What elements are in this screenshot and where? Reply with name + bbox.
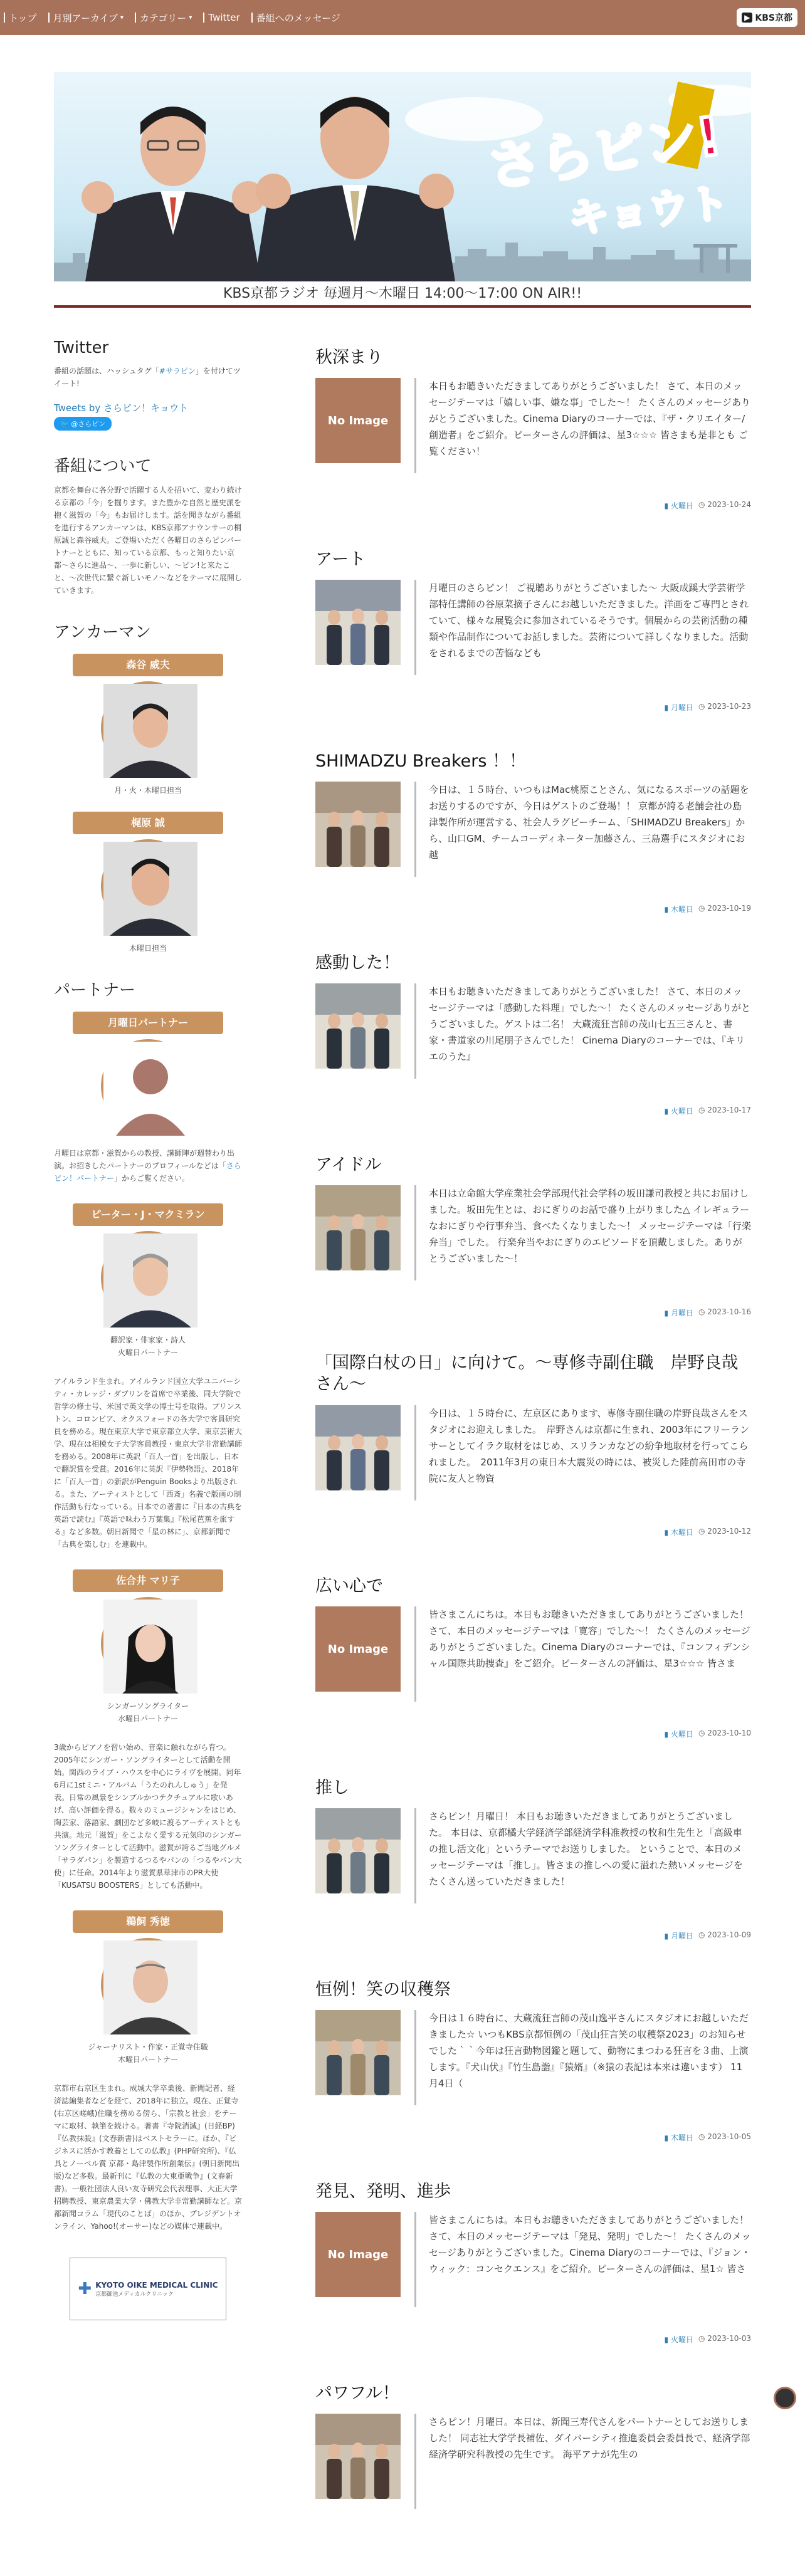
post-excerpt: さらピン！月曜日！ 本日もお聴きいただきましてありがとうございました。 本日は、京都橘大学経済学部経済学科准教授の牧和生先生と「高級車の推し活文化」というテーマでお送りしました。 ということで、本日のメッセージテーマは「推し」。皆さまの推しへの愛に溢れた熱いメッセージをたくさん送っていただきました！: [414, 1808, 751, 1903]
list-item: [315, 2177, 751, 2374]
folder-icon: ▮: [664, 501, 671, 510]
list-item: [315, 1353, 751, 1567]
post-meta: [665, 2132, 751, 2143]
post-date: [698, 1930, 751, 1941]
folder-icon: ▮: [664, 2335, 671, 2344]
logo-title: さらピン!: [483, 105, 725, 199]
category-label: 月曜日: [670, 1932, 693, 1940]
clock-icon: ◷: [698, 1106, 708, 1114]
post-date: [698, 2132, 751, 2143]
partner-role: [54, 1700, 242, 1725]
post-title[interactable]: SHIMADZU Breakers ！！: [315, 751, 527, 771]
post-meta: [665, 702, 751, 713]
date-label: 2023-10-16: [707, 1307, 751, 1316]
list-item: [315, 2379, 751, 2576]
chat-button[interactable]: [774, 2387, 796, 2409]
list-item: [315, 747, 751, 944]
spacer: [54, 431, 242, 453]
anchor-name-ribbon: 梶原 誠: [73, 812, 223, 834]
post-title[interactable]: 恒例！笑の収穫祭: [315, 1980, 451, 1999]
clock-icon: ◷: [698, 904, 708, 913]
partner-portrait: [103, 1600, 197, 1694]
post-excerpt: 本日もお聴きいただきましてありがとうございました！ さて、本日のメッセージテーマは「感動した料理」でした〜！ たくさんのメッセージありがとうございました。ゲストは二名！ 大蔵流狂言師の茂山七五三さんと、書家・書道家の川尾朋子さんでした！ Cinema Diaryのコーナーでは、『キリエのうた』: [414, 983, 751, 1079]
default-user-icon: [103, 1042, 197, 1136]
twitter-heading: Twitter: [54, 338, 109, 357]
nav-item-twitter[interactable]: [203, 12, 239, 23]
clinic-logo-icon: ✚: [78, 2280, 92, 2298]
folder-icon: ▮: [664, 905, 671, 914]
clinic-subname: 京都御池メディカルクリニック: [95, 2291, 174, 2298]
post-thumbnail[interactable]: [315, 2010, 401, 2095]
spacer: [54, 597, 242, 619]
category-link[interactable]: [665, 1106, 693, 1116]
post-meta: [665, 2334, 751, 2345]
avatar: [101, 1938, 195, 2032]
post-thumbnail[interactable]: [315, 580, 401, 665]
partner-role-line: シンガーソングライター: [107, 1702, 189, 1710]
studio-photo: [315, 580, 401, 665]
clinic-name: KYOTO OIKE MEDICAL CLINIC: [95, 2280, 218, 2290]
post-title[interactable]: 秋深まり: [315, 348, 383, 367]
post-row: [315, 1808, 751, 1903]
anchor-role: 月・火・木曜日担当: [113, 786, 182, 795]
partner-bio: 3歳からピアノを習い始め、音楽に触れながら育つ。2005年にシンガー・ソングライターとして活動を開始。関西のライブ・ハウスを中心にライヴを展開。同年6月に1stミニ・アルバム「うたのれんしゅう」を発表。日常の風景をシンプルかつテクチュアルに歌いあげ、高い評価を得る。数々のミュージシャンをはじめ、陶芸家、落語家、劇団など多岐に渡るアーティストとも共演。地元「滋賀」をこよなく愛する元気印のシンガーソングライターとして活動中。滋賀が誇るご当地グルメ「サラダパン」を製造するつるやパンの「つるやパン大使」に任命。2014年より滋賀県草津市のPR大使「KUSATSU BOOSTERS」としても活動中。: [54, 1743, 242, 1890]
spacer: [54, 955, 242, 977]
list-item: [315, 949, 751, 1146]
folder-icon: ▮: [664, 1107, 671, 1116]
anchor-photo-right: [248, 72, 461, 281]
twitter-text: [54, 365, 242, 390]
category-link[interactable]: [665, 2334, 693, 2345]
date-label: 2023-10-05: [707, 2132, 751, 2141]
category-link[interactable]: [665, 1930, 693, 1941]
kbs-button-label: KBS京都: [755, 13, 792, 23]
partner-day: 木曜日パートナー: [117, 2055, 178, 2064]
post-date: [698, 1527, 751, 1537]
partner-role-line: ジャーナリスト・作家・正覚寺住職: [88, 2043, 208, 2051]
twitter-follow-button[interactable]: [54, 417, 112, 431]
anchor-heading: アンカーマン: [54, 623, 151, 642]
post-date: [698, 500, 751, 511]
post-row: [315, 1606, 751, 1702]
about-heading: 番組について: [54, 457, 152, 476]
post-title[interactable]: 「国際白杖の日」に向けて。〜専修寺副住職 岸野良哉さん〜: [315, 1353, 739, 1394]
category-label: 火曜日: [670, 1730, 693, 1739]
partner-bio: アイルランド生まれ。アイルランド国立大学ユニバーシティ・カレッジ・ダブリンを首席で卒業後、同大学院で哲学の修士号、米国で英文学の博士号を取得。プリンストン、コロンビア、オクスフォードの各大学で客員研究員を務める。現在東京大学で東京都立大学、東京芸術大学、現在は相模女子大学客員教授・東京大学非常勤講師を務める。2008年に英訳「百人一首」を出版し、日本で翻訳賞を受賞。2016年に英訳『伊勢物語』、2018年に「百人一首」の新訳がPenguin Booksより出版される。また、アーティストとして「西斎」名義で版画の制作活動も行なっている。日本での著書に『日本の古典を英語で読む』『英語で味わう万葉集』『松尾芭蕉を旅する』など多数。朝日新聞で「星の林に」、京都新聞で「古典を楽しむ」を連載中。: [54, 1377, 243, 1549]
avatar: [101, 1039, 195, 1133]
date-label: 2023-10-19: [707, 904, 751, 913]
post-title[interactable]: アイドル: [315, 1155, 382, 1175]
text-fragment: 番組の話題は、ハッシュタグ「: [54, 367, 159, 375]
post-row: [315, 1405, 751, 1500]
studio-photo: [315, 1405, 401, 1490]
clock-icon: ◷: [698, 500, 708, 509]
post-title[interactable]: アート: [315, 550, 366, 569]
partner-day: 水曜日パートナー: [117, 1714, 178, 1723]
clinic-text: [95, 2281, 218, 2298]
no-image-label: No Image: [327, 414, 389, 427]
studio-photo: [315, 1185, 401, 1270]
category-link[interactable]: [665, 1729, 693, 1739]
no-image-label: No Image: [327, 2248, 389, 2261]
chevron-down-icon: ▾: [120, 14, 124, 21]
category-link[interactable]: [665, 904, 693, 914]
post-row: [315, 1185, 751, 1280]
category-label: 火曜日: [670, 2335, 693, 2344]
nav-item-message[interactable]: [251, 11, 340, 24]
follow-label: @さらピン: [71, 420, 106, 428]
clock-icon: ◷: [698, 2132, 708, 2141]
category-link[interactable]: [665, 500, 693, 511]
partner-role: [54, 1334, 242, 1359]
category-label: 火曜日: [670, 501, 693, 510]
partner-heading: パートナー: [54, 981, 136, 1000]
post-row: [315, 2010, 751, 2105]
post-excerpt: 今日は１６時台に、大蔵流狂言師の茂山逸平さんにスタジオにお越しいただきました☆ いつもKBS京都恒例の「茂山狂言笑の収穫祭2023」のお知らせでした｀｀今年は狂言動物図鑑と題して、動物にまつわる狂言を３曲、上演します。『犬山伏』『竹生島詣』『猿婿』（※猿の表記は本来は違います） 11月4日（: [414, 2010, 751, 2105]
studio-photo: [315, 2010, 401, 2095]
category-link[interactable]: [665, 1527, 693, 1537]
folder-icon: ▮: [664, 1730, 671, 1739]
post-row: [315, 2414, 751, 2509]
date-label: 2023-10-12: [707, 1527, 751, 1536]
top-nav: [0, 0, 805, 35]
post-thumbnail[interactable]: [315, 2212, 401, 2297]
avatar: [101, 1231, 195, 1325]
partner-name-ribbon: 月曜日パートナー: [73, 1012, 223, 1034]
post-row: [315, 580, 751, 675]
post-title[interactable]: 発見、発明、進歩: [315, 2182, 451, 2201]
post-meta: [665, 1106, 751, 1116]
on-air-bar: KBS京都ラジオ 毎週月〜木曜日 14:00〜17:00 ON AIR!!: [54, 281, 751, 308]
logo-subtitle: キョウト: [566, 179, 731, 243]
post-thumbnail[interactable]: [315, 1405, 401, 1490]
nav-label: カテゴリー: [139, 12, 187, 24]
date-label: 2023-10-24: [707, 500, 751, 509]
post-date: [698, 2334, 751, 2345]
post-date: [698, 702, 751, 713]
twitter-bird-icon: 🐦: [60, 420, 71, 428]
clock-icon: ◷: [698, 1729, 708, 1737]
avatar: [101, 681, 195, 775]
avatar: [101, 839, 195, 933]
category-label: 月曜日: [670, 703, 693, 712]
post-excerpt: 本日もお聴きいただきましてありがとうございました！ さて、本日のメッセージテーマは「嬉しい事、嫌な事」でした〜！ たくさんのメッセージありがとうございました。Cinema Diaryのコーナーでは、『ザ・クリエイター/創造者』をご紹介。ピーターさんの評価は、星3☆☆☆ 皆さまも是非とも ご覧ください！: [414, 378, 751, 473]
post-title[interactable]: パワフル！: [315, 2384, 399, 2403]
studio-photo: [315, 983, 401, 1069]
partner-role-line: 翻訳家・俳家家・詩人: [110, 1336, 186, 1344]
post-thumbnail[interactable]: [315, 782, 401, 867]
kbs-kyoto-button[interactable]: [737, 8, 797, 27]
partner-role: [54, 2041, 242, 2066]
nav-label: 月別アーカイブ: [53, 12, 118, 24]
partner-link[interactable]: さらピン！パートナー: [54, 1161, 241, 1183]
post-thumbnail[interactable]: [315, 2414, 401, 2499]
list-item: [315, 1151, 751, 1348]
date-label: 2023-10-03: [707, 2334, 751, 2343]
partner-name-ribbon: 佐合井 マリ子: [73, 1569, 223, 1592]
clock-icon: ◷: [698, 702, 708, 711]
avatar: [101, 1597, 195, 1691]
anchor-portrait: [103, 684, 197, 778]
post-excerpt: さらピン！月曜日。本日は、新聞三寿代さんをパートナーとしてお送りしました！ 同志社大学学長補佐、ダイバーシティ推進委員会委員長で、経済学部経済学研究科教授の先生です。 海平アナが先生の: [414, 2414, 751, 2509]
anchor-role: 木曜日担当: [129, 944, 167, 953]
post-meta: [665, 1307, 751, 1318]
nav-label: トップ: [9, 12, 37, 24]
post-date: [698, 1106, 751, 1116]
about-text: 京都を舞台に各分野で活躍する人を招いて、変わり続ける京都の「今」を掘ります。また豊かな自然と歴史派を抱く滋賀の「今」もお届けします。話を聞きながら番組を進行するアンカーマンは、KBS京都アナウンサーの桐原誠と森谷威夫。ご登場いただく各曜日のさらピンパートナーとともに、知っている京都、もっと知りたい京都〜さらに進品〜、一歩に新しい、〜ピン!と来たこと、〜次世代に繋ぐ新しいモノ〜などをテーマに展開していきます。: [54, 486, 242, 595]
post-thumbnail[interactable]: [315, 1808, 401, 1893]
post-meta: [665, 1930, 751, 1941]
text-fragment: 」からご覧ください。: [114, 1174, 190, 1183]
studio-photo: [315, 1808, 401, 1893]
list-item: [315, 1774, 751, 1971]
category-label: 木曜日: [670, 1528, 693, 1537]
partner-name-ribbon: ピーター・J・マクミラン: [73, 1203, 223, 1226]
list-item: [315, 1572, 751, 1769]
post-excerpt: 本日は立命館大学産業社会学部現代社会学科の坂田謙司教授と共にお届けしました。坂田先生とは、おにぎりのお話で盛り上がりました△ イレギュラーなおにぎりや行事弁当、食べたくなりました〜！ メッセージテーマは「行楽弁当」でした。 行楽弁当やおにぎりのエピソードを頂戴しました。ありがとうございました〜！: [414, 1185, 751, 1280]
category-label: 月曜日: [670, 1309, 693, 1317]
category-link[interactable]: [665, 1307, 693, 1318]
anchor-portrait: [103, 842, 197, 936]
partner-name-ribbon: 鵜飼 秀徳: [73, 1910, 223, 1933]
sidebar: [54, 338, 242, 2320]
category-label: 木曜日: [670, 905, 693, 914]
post-title[interactable]: 広い心で: [315, 1576, 383, 1596]
post-meta: [665, 1527, 751, 1537]
partner-portrait: [103, 1233, 197, 1327]
post-excerpt: 月曜日のさらピン！ ご視聴ありがとうございました〜 大阪成蹊大学芸術学部特任講師の谷原菜摘子さんにお越しいただきました。洋画をご専門とされていて、様々な展覧会に参加されているそうです。個展からの芸術活動の種類や作品制作についてお話しました。芸術について詳しくなりました。活動をされるまでの苦悩なども: [414, 580, 751, 675]
clock-icon: ◷: [698, 2334, 708, 2343]
post-meta: [665, 500, 751, 511]
nav-item-category[interactable]: [135, 11, 192, 24]
anchor-photo-left: [73, 72, 273, 281]
clinic-banner[interactable]: [70, 2258, 226, 2320]
post-row: [315, 983, 751, 1079]
kbs-logo-icon: ▶: [742, 13, 752, 23]
category-label: 火曜日: [670, 1107, 693, 1116]
nav-item-archive[interactable]: [48, 11, 124, 24]
post-row: [315, 2212, 751, 2307]
studio-photo: [315, 2414, 401, 2499]
studio-photo: [315, 782, 401, 867]
post-row: [315, 782, 751, 877]
text-fragment: 」を付けてツイート!: [54, 367, 241, 388]
post-date: [698, 904, 751, 914]
post-list: [315, 338, 751, 2576]
post-meta: [665, 904, 751, 914]
nav-label: 番組へのメッセージ: [256, 12, 340, 24]
post-thumbnail[interactable]: [315, 378, 401, 463]
post-excerpt: 今日は、１５時台に、左京区にあります、専修寺副住職の岸野良哉さんをスタジオにお迎えしました。 岸野さんは京都に生まれ、2003年にフリーランサーとしてイラク取材をはじめ、スリランカなどの紛争地取材を行ってこられました。 2011年3月の東日本大震災の時には、被災した陸前高田市の寺院に友人と物資: [414, 1405, 751, 1500]
category-link[interactable]: [665, 702, 693, 713]
date-label: 2023-10-10: [707, 1729, 751, 1737]
nav-label: Twitter: [208, 12, 240, 23]
partner-portrait: [103, 1940, 197, 2034]
clock-icon: ◷: [698, 1527, 708, 1536]
list-item: [315, 1976, 751, 2172]
list-item: [315, 343, 751, 540]
folder-icon: ▮: [664, 1932, 671, 1940]
partner-day: 火曜日パートナー: [117, 1348, 178, 1357]
partner-bio: 京都市右京区生まれ。成城大学卒業後、新聞記者、経済誌編集者などを経て、2018年に独立。現在、正覚寺(右京区嵯峨)住職を務める傍ら、「宗教と社会」をテーマに取材、執筆を続ける。著書『寺院消滅』(日経BP)『仏教抹殺』(文春新書)はベストセラーに。ほか、『ビジネスに活かす教養としての仏教』(PHP研究所)、『仏具とノーベル賞 京都・島津製作所創業伝』(朝日新聞出版)など多数。最新刊に『仏教の大東亜戦争』(文春新書)。一般社団法人良い友寺研究会代表理事、大正大学招聘教授、東京農業大学・佛教大学非常勤講師など。京都新聞コラム「現代のことば」のほか、プレジデントオンライン、Yahoo!(オーサー)などの媒体で連載中。: [54, 2084, 243, 2231]
anchor-name-ribbon: 森谷 威夫: [73, 654, 223, 676]
hashtag-link[interactable]: #サラピン: [159, 367, 196, 375]
chevron-down-icon: ▾: [189, 14, 192, 21]
twitter-timeline-link[interactable]: Tweets by さらピン！キョウト: [54, 402, 189, 414]
program-logo: [480, 91, 744, 248]
category-link[interactable]: [665, 2132, 693, 2143]
nav-item-top[interactable]: [4, 11, 37, 24]
date-label: 2023-10-09: [707, 1930, 751, 1939]
post-title[interactable]: 感動した！: [315, 953, 400, 973]
date-label: 2023-10-23: [707, 702, 751, 711]
post-meta: [665, 1729, 751, 1739]
hero-banner: [54, 72, 751, 281]
folder-icon: ▮: [664, 703, 671, 712]
post-excerpt: 皆さまこんにちは。本日もお聴きいただきましてありがとうございました！ さて、本日のメッセージテーマは「寛容」でした〜！ たくさんのメッセージありがとうございました。Cinema Diaryのコーナーでは、『コンフィデンシャル国際共助捜査』をご紹介。ピーターさんの評価は、星3☆☆☆ 皆さま: [414, 1606, 751, 1702]
folder-icon: ▮: [664, 2134, 671, 2142]
post-thumbnail[interactable]: [315, 1606, 401, 1692]
monday-partner-text: [54, 1147, 242, 1185]
text-fragment: 月曜日は京都・滋賀からの教授、講師陣が週替わり出演。お招きしたパートナーのプロフィールなどは「: [54, 1149, 235, 1170]
post-excerpt: 今日は、１５時台、いつもはMac桃原ことさん、気になるスポーツの話題をお送りするのですが、今日はゲストのご登場！！ 京都が誇る老舗会社の島津製作所が運営する、社会人ラグビーチーム、「SHIMADZU Breakers」から、山口GM、チームコーディネーター加藤さん、三島選手にスタジオにお越: [414, 782, 751, 877]
post-thumbnail[interactable]: [315, 1185, 401, 1270]
clock-icon: ◷: [698, 1930, 708, 1939]
post-date: [698, 1307, 751, 1318]
clock-icon: ◷: [698, 1307, 708, 1316]
post-row: [315, 378, 751, 473]
date-label: 2023-10-17: [707, 1106, 751, 1114]
no-image-label: No Image: [327, 1642, 389, 1656]
folder-icon: ▮: [664, 1528, 671, 1537]
folder-icon: ▮: [664, 1309, 671, 1317]
post-excerpt: 皆さまこんにちは。本日もお聴きいただきましてありがとうございました！ さて、本日のメッセージテーマは「発見、発明」でした〜！ たくさんのメッセージありがとうございました。Cinema Diaryのコーナーでは、『ジョン・ウィック：コンセクエンス』をご紹介。ピーターさんの評価は、星1☆ 皆さ: [414, 2212, 751, 2307]
post-date: [698, 1729, 751, 1739]
category-label: 木曜日: [670, 2134, 693, 2142]
list-item: [315, 545, 751, 742]
post-title[interactable]: 推し: [315, 1778, 349, 1798]
post-thumbnail[interactable]: [315, 983, 401, 1069]
